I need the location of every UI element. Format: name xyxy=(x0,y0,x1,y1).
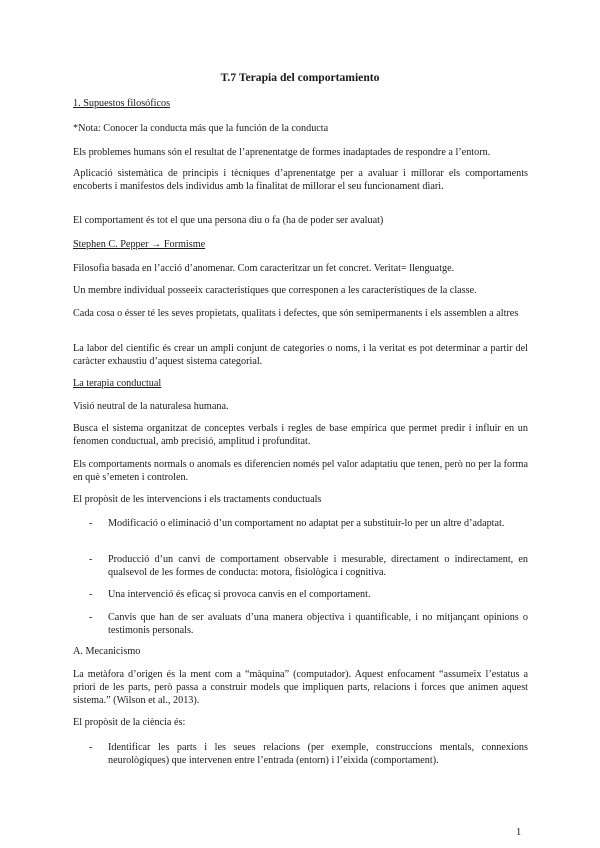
section-heading-terapia: La terapia conductual xyxy=(73,378,162,389)
bullet-marker: - xyxy=(89,612,93,623)
paragraph: El comportament és tot el que una persona diu o fa (ha de poder ser avaluat) xyxy=(73,215,384,226)
list-item-text: Canvis que han de ser avaluats d’una manera objectiva i quantificable, i no mitjançant opinions o testimonis personals. xyxy=(108,612,528,637)
paragraph: La metàfora d’origen és la ment com a “màquina” (computador). Aquest enfocament “assumeix l’estatus a priori de les parts, però passa a construir models que impliquen parts, relacions i forces que animen aquest sistema.” (Wilson et al., 2013). xyxy=(73,669,528,707)
page-number: 1 xyxy=(516,827,522,838)
paragraph: La labor del científic és crear un ampli conjunt de categories o noms, i la veritat es pot determinar a partir del caràcter exhaustiu d’aquest sistema categorial. xyxy=(73,343,528,368)
paragraph: Els comportaments normals o anomals es diferencien només pel valor adaptatiu que tenen, però no per la forma en què s’emeten i controlen. xyxy=(73,459,528,484)
section-heading-pepper: Stephen C. Pepper → Formisme xyxy=(73,239,206,250)
paragraph: Filosofia basada en l’acció d’anomenar. Com caracteritzar un fet concret. Veritat= llenguatge. xyxy=(73,263,455,274)
section-heading-supuestos: 1. Supuestos filosóficos xyxy=(73,98,171,109)
section-heading-mecanicismo: A. Mecanicismo xyxy=(73,646,141,657)
bullet-marker: - xyxy=(89,518,93,529)
list-item-text: Modificació o eliminació d’un comportament no adaptat per a substituir-lo per un altre d’adaptat. xyxy=(108,518,505,529)
bullet-marker: - xyxy=(89,554,93,565)
paragraph: Un membre individual posseeix característiques que corresponen a les característiques de la classe. xyxy=(73,285,477,296)
nota-paragraph: *Nota: Conocer la conducta más que la función de la conducta xyxy=(73,123,329,134)
list-item-text: Producció d’un canvi de comportament observable i mesurable, directament o indirectament, en qualsevol de les formes de conducta: motora, fisiològica i cognitiva. xyxy=(108,554,528,579)
page-title: T.7 Terapia del comportamiento xyxy=(220,71,380,84)
list-item-text: Identificar les parts i les seues relacions (per exemple, construccions mentals, connexions neurològiques) que intervenen entre l’entrada (entorn) i l’eixida (comportament). xyxy=(108,742,528,767)
list-item-text: Una intervenció és eficaç si provoca canvis en el comportament. xyxy=(108,589,371,600)
paragraph: Els problemes humans són el resultat de l’aprenentatge de formes inadaptades de respondre a l’entorn. xyxy=(73,147,491,158)
paragraph: Aplicació sistemàtica de principis i tècniques d’aprenentatge per a avaluar i millorar els comportaments encoberts i manifestos dels individus amb la finalitat de millorar el seu funcionament diari. xyxy=(73,168,528,193)
paragraph: Cada cosa o ésser té les seves propietats, qualitats i defectes, que són semipermanents i els assemblen a altres xyxy=(73,308,519,319)
paragraph: El propòsit de les intervencions i els tractaments conductuals xyxy=(73,494,322,505)
paragraph: Busca el sistema organitzat de conceptes verbals i regles de base empírica que permet predir i influir en un fenomen conductual, amb precisió, amplitud i profunditat. xyxy=(73,423,528,448)
paragraph: Visió neutral de la naturalesa humana. xyxy=(73,401,229,412)
bullet-marker: - xyxy=(89,742,93,753)
bullet-marker: - xyxy=(89,589,93,600)
paragraph: El propòsit de la ciència és: xyxy=(73,717,186,728)
